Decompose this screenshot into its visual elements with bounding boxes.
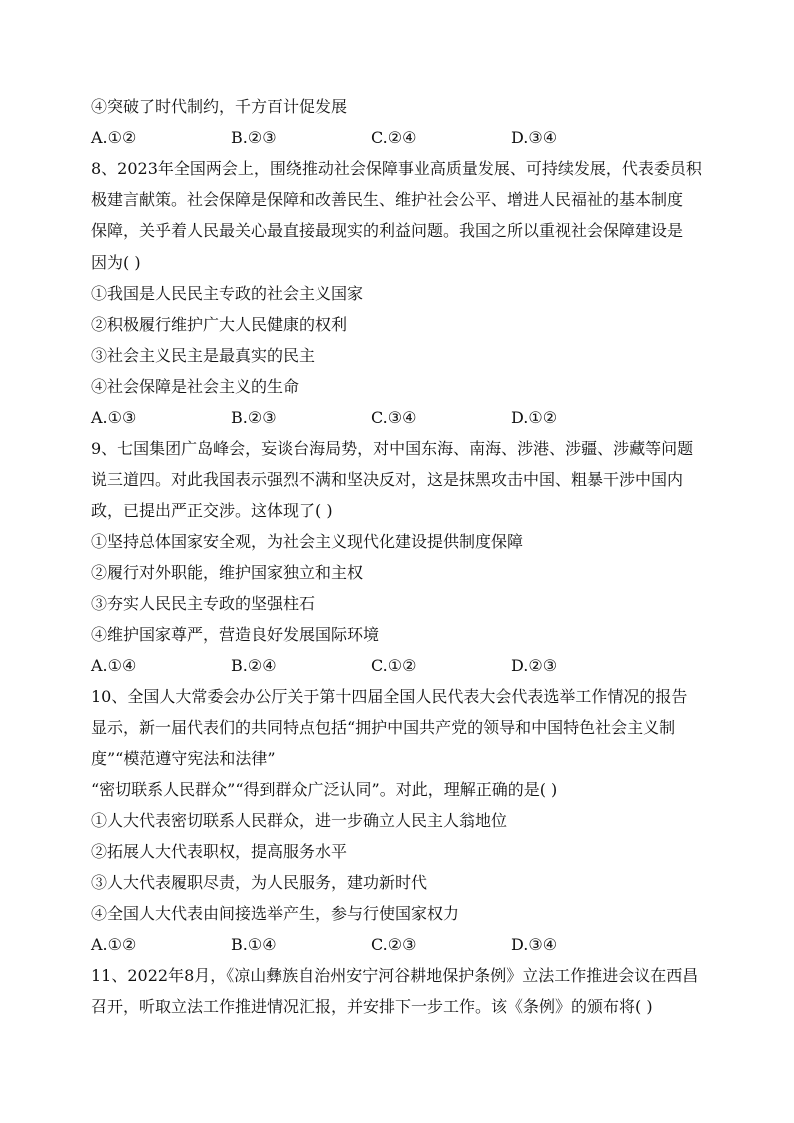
q11-stem-line: 11、2022年8月，《凉山彝族自治州安宁河谷耕地保护条例》立法工作推进会议在西昌 [91, 966, 699, 985]
q8-stem-line: 保障，关乎着人民最关心最直接最现实的利益问题。我国之所以重视社会保障建设是 [91, 221, 684, 240]
q9-option-c: C.①② [371, 656, 417, 675]
q9-statement-2: ②履行对外职能，维护国家独立和主权 [91, 563, 364, 582]
q10-statement-4: ④全国人大代表由间接选举产生，参与行使国家权力 [91, 904, 460, 923]
q10-statement-2: ②拓展人大代表职权，提高服务水平 [91, 842, 348, 861]
q10-stem-line: 10、全国人大常委会办公厅关于第十四届全国人民代表大会代表选举工作情况的报告 [91, 687, 688, 706]
q9-option-d: D.②③ [511, 656, 558, 675]
q7-statement-4: ④突破了时代制约，千方百计促发展 [91, 97, 348, 116]
q10-stem-line: 显示，新一届代表们的共同特点包括“拥护中国共产党的领导和中国特色社会主义制 [91, 718, 676, 737]
q9-stem-line: 政，已提出严正交涉。这体现了( ) [91, 501, 333, 520]
q11-stem-line: 召开，听取立法工作推进情况汇报，并安排下一步工作。该《条例》的颁布将( ) [91, 997, 653, 1016]
q8-statement-2: ②积极履行维护广大人民健康的权利 [91, 315, 348, 334]
q8-stem-line: 因为( ) [91, 253, 141, 272]
q8-stem-line: 8、2023年全国两会上，围绕推动社会保障事业高质量发展、可持续发展，代表委员积 [91, 159, 702, 178]
q7-option-c: C.②④ [371, 128, 417, 147]
q7-option-b: B.②③ [231, 128, 277, 147]
q10-statement-3: ③人大代表履职尽责，为人民服务，建功新时代 [91, 873, 428, 892]
q7-option-a: A.①② [91, 128, 137, 147]
q9-stem-line: 9、七国集团广岛峰会，妄谈台海局势，对中国东海、南海、涉港、涉疆、涉藏等问题 [91, 439, 694, 458]
q9-statement-4: ④维护国家尊严，营造良好发展国际环境 [91, 625, 380, 644]
q8-option-d: D.①② [511, 408, 558, 427]
q7-options [91, 127, 711, 149]
q10-options [91, 934, 711, 956]
q8-statement-4: ④社会保障是社会主义的生命 [91, 377, 300, 396]
q8-option-a: A.①③ [91, 408, 137, 427]
q8-statement-3: ③社会主义民主是最真实的民主 [91, 346, 316, 365]
q8-option-b: B.②③ [231, 408, 277, 427]
q8-option-c: C.③④ [371, 408, 417, 427]
q8-options [91, 407, 711, 429]
q9-statement-3: ③夯实人民民主专政的坚强柱石 [91, 594, 316, 613]
q10-stem-line: 度”“模范遵守宪法和法律” [91, 749, 276, 768]
q10-option-a: A.①② [91, 935, 137, 954]
q9-option-a: A.①④ [91, 656, 137, 675]
q7-option-d: D.③④ [511, 128, 558, 147]
q9-stem-line: 说三道四。对此我国表示强烈不满和坚决反对，这是抹黑攻击中国、粗暴干涉中国内 [91, 470, 684, 489]
q9-option-b: B.②④ [231, 656, 277, 675]
q10-option-d: D.③④ [511, 935, 558, 954]
q8-stem-line: 极建言献策。社会保障是保障和改善民生、维护社会公平、增进人民福祉的基本制度 [91, 190, 684, 209]
q10-option-c: C.②③ [371, 935, 417, 954]
q10-statement-1: ①人大代表密切联系人民群众，进一步确立人民主人翁地位 [91, 811, 508, 830]
q9-statement-1: ①坚持总体国家安全观，为社会主义现代化建设提供制度保障 [91, 532, 524, 551]
q9-options [91, 655, 711, 677]
q10-option-b: B.①④ [231, 935, 277, 954]
q10-stem-line: “密切联系人民群众”“得到群众广泛认同”。对此，理解正确的是( ) [91, 780, 558, 799]
q8-statement-1: ①我国是人民民主专政的社会主义国家 [91, 284, 364, 303]
